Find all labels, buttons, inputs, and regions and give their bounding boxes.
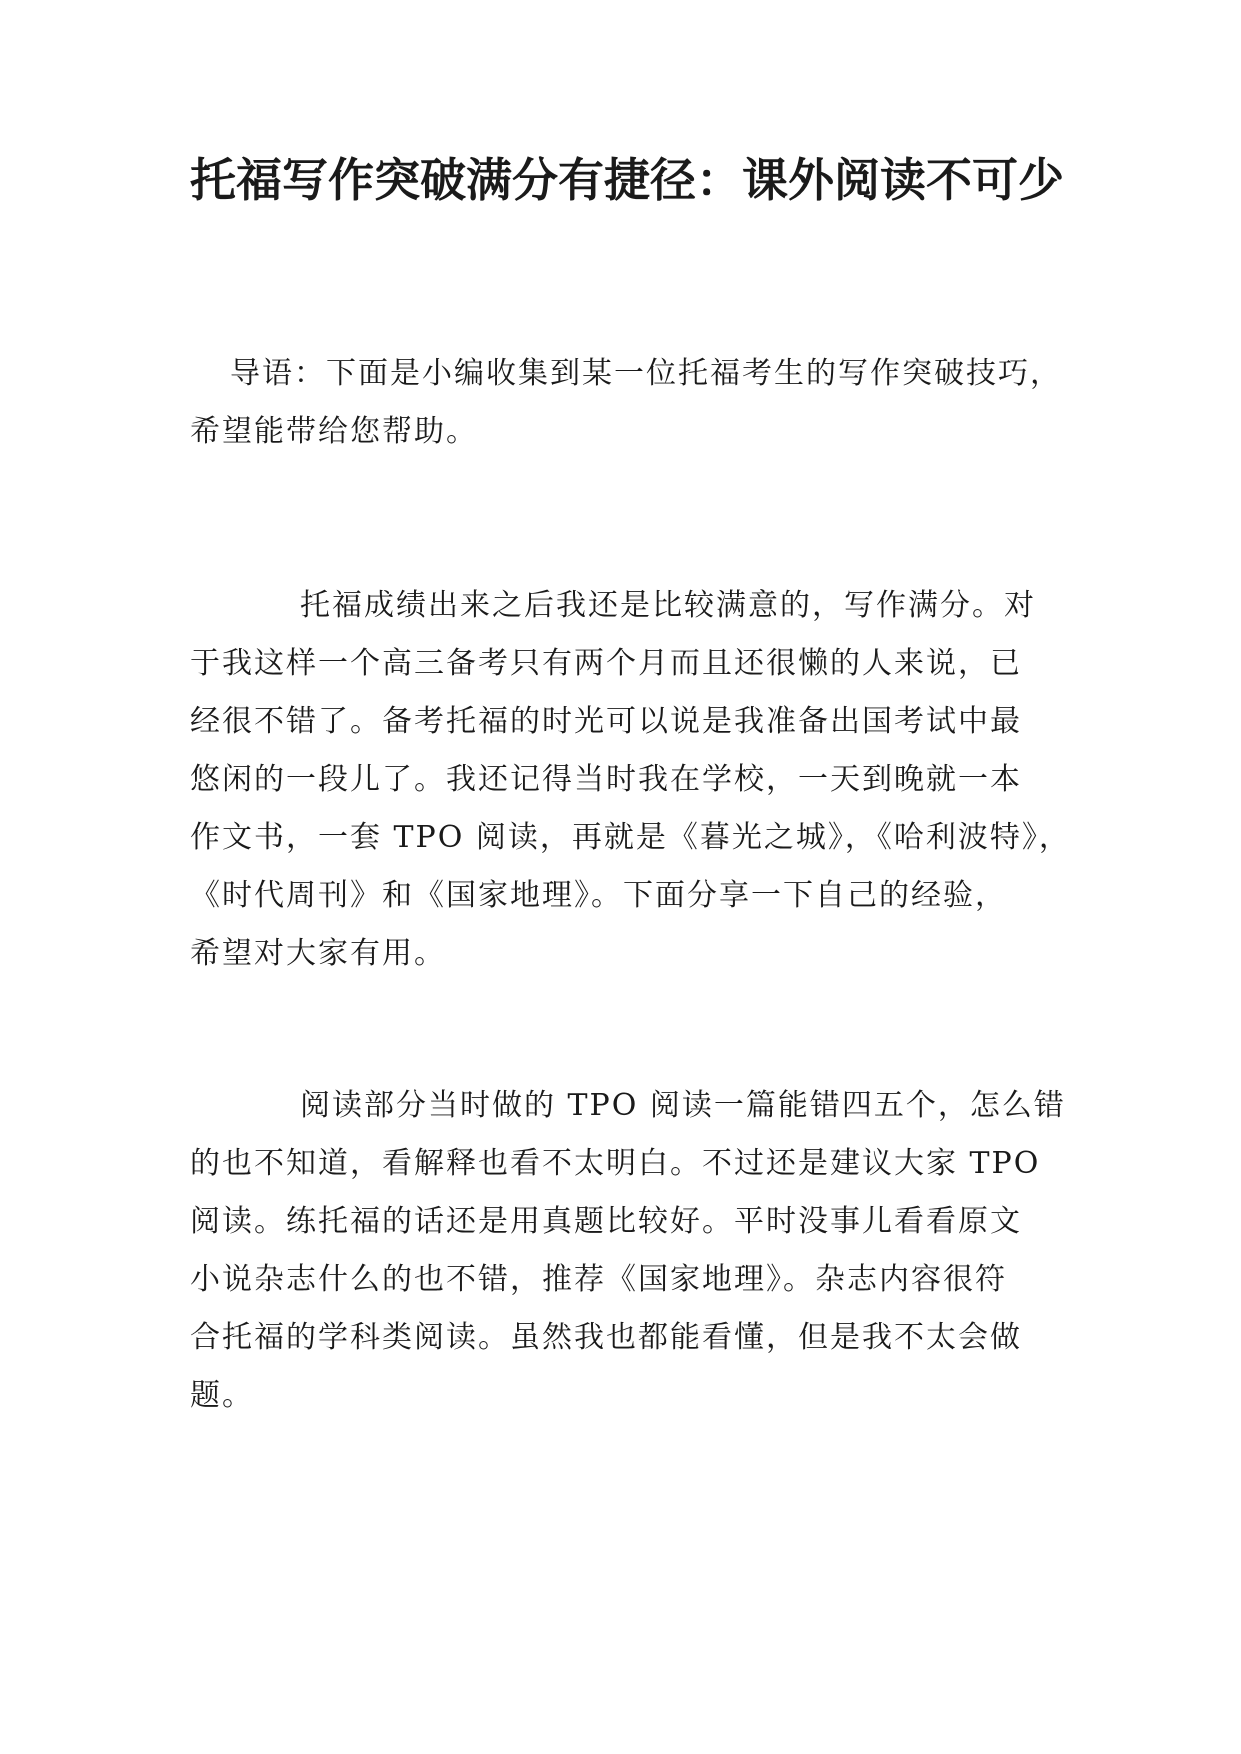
paragraph-line: 阅读。练托福的话还是用真题比较好。平时没事儿看看原文 xyxy=(190,1204,1022,1239)
paragraph-line: 阅读部分当时做的 TPO 阅读一篇能错四五个，怎么错 xyxy=(300,1088,1066,1123)
body-paragraph-1 xyxy=(190,577,1090,983)
paragraph-line: 经很不错了。备考托福的时光可以说是我准备出国考试中最 xyxy=(190,704,1022,739)
paragraph-line: 于我这样一个高三备考只有两个月而且还很懒的人来说，已 xyxy=(190,646,1022,681)
intro-line: 导语：下面是小编收集到某一位托福考生的写作突破技巧， xyxy=(230,356,1062,391)
paragraph-line: 题。 xyxy=(190,1378,254,1413)
paragraph-line: 《时代周刊》和《国家地理》。下面分享一下自己的经验， xyxy=(190,878,1007,913)
paragraph-line: 托福成绩出来之后我还是比较满意的，写作满分。对 xyxy=(300,588,1036,623)
paragraph-line: 作文书，一套 TPO 阅读，再就是《暮光之城》，《哈利波特》， xyxy=(190,820,1071,855)
paragraph-line: 的也不知道，看解释也看不太明白。不过还是建议大家 TPO xyxy=(190,1146,1041,1181)
paragraph-line: 合托福的学科类阅读。虽然我也都能看懂，但是我不太会做 xyxy=(190,1320,1022,1355)
paragraph-line: 小说杂志什么的也不错，推荐《国家地理》。杂志内容很符 xyxy=(190,1262,1007,1297)
body-paragraph-2 xyxy=(190,1077,1090,1425)
paragraph-line: 希望对大家有用。 xyxy=(190,936,446,971)
paragraph-line: 悠闲的一段儿了。我还记得当时我在学校，一天到晚就一本 xyxy=(190,762,1022,797)
document-title: 托福写作突破满分有捷径：课外阅读不可少 xyxy=(190,153,1064,207)
intro-line: 希望能带给您帮助。 xyxy=(190,414,478,449)
intro-paragraph xyxy=(190,345,1090,461)
